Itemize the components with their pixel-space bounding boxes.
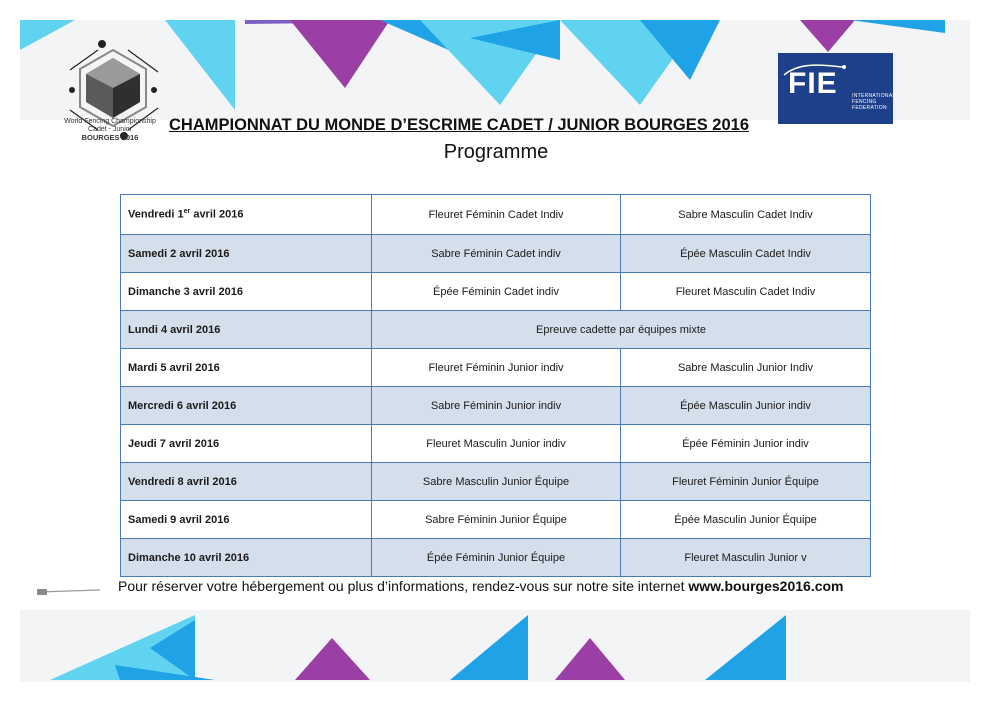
day-cell: Dimanche 10 avril 2016: [121, 539, 372, 577]
event-cell: Fleuret Masculin Junior indiv: [372, 425, 621, 463]
day-cell: Samedi 2 avril 2016: [121, 235, 372, 273]
table-row: [121, 235, 871, 273]
table-row: [121, 311, 871, 349]
event-cell: Sabre Féminin Cadet indiv: [372, 235, 621, 273]
event-cell: Épée Masculin Cadet Indiv: [621, 235, 871, 273]
fie-sub-line-2: FENCING: [852, 99, 877, 105]
day-cell: Lundi 4 avril 2016: [121, 311, 372, 349]
triangle-bottom-6: [555, 638, 625, 680]
fie-logo: [778, 53, 896, 124]
day-label-rest: avril 2016: [190, 208, 244, 221]
event-cell: Sabre Masculin Cadet Indiv: [621, 195, 871, 235]
event-cell: Sabre Féminin Junior indiv: [372, 387, 621, 425]
page-subtitle: Programme: [443, 141, 549, 163]
fie-logo-subtext: [852, 93, 896, 111]
page-title: CHAMPIONNAT DU MONDE D’ESCRIME CADET / JUNIOR BOURGES 2016: [169, 116, 750, 134]
logo-line-1: World Fencing Championship: [64, 118, 156, 125]
event-cell: Fleuret Féminin Cadet Indiv: [372, 195, 621, 235]
day-superscript: er: [183, 208, 191, 216]
event-cell: Sabre Masculin Junior Équipe: [372, 463, 621, 501]
triangle-top-2: [165, 20, 235, 110]
table-row: [121, 501, 871, 539]
day-cell: Mercredi 6 avril 2016: [121, 387, 372, 425]
day-cell: Mardi 5 avril 2016: [121, 349, 372, 387]
table-row: [121, 273, 871, 311]
logo-line-2: Cadet - Junior: [88, 126, 132, 133]
day-label: Vendredi 1: [128, 208, 184, 221]
championship-logo-text: [52, 118, 168, 142]
event-cell: Épée Masculin Junior indiv: [621, 387, 871, 425]
fie-sub-line-1: INTERNATIONAL: [852, 93, 896, 99]
event-cell-merged: Epreuve cadette par équipes mixte: [372, 311, 871, 349]
event-cell: Fleuret Féminin Junior indiv: [372, 349, 621, 387]
day-cell: Vendredi 8 avril 2016: [121, 463, 372, 501]
logo-city: BOURGES 2016: [81, 133, 139, 142]
event-cell: Sabre Féminin Junior Équipe: [372, 501, 621, 539]
day-cell: [121, 195, 372, 235]
triangle-bottom-7: [705, 615, 786, 680]
event-cell: Épée Masculin Junior Équipe: [621, 501, 871, 539]
footer-message: Pour réserver votre hébergement ou plus d’informations, rendez-vous sur notre site internet: [118, 578, 689, 594]
fencer-icon: [34, 580, 104, 598]
event-cell: Épée Féminin Cadet indiv: [372, 273, 621, 311]
table-row: [121, 539, 871, 577]
table-row: [121, 425, 871, 463]
day-cell: Samedi 9 avril 2016: [121, 501, 372, 539]
event-cell: Fleuret Féminin Junior Équipe: [621, 463, 871, 501]
table-row: [121, 387, 871, 425]
schedule-table: [120, 194, 871, 577]
event-cell: Fleuret Masculin Cadet Indiv: [621, 273, 871, 311]
triangle-bottom-5: [450, 615, 528, 680]
day-cell: Dimanche 3 avril 2016: [121, 273, 372, 311]
footer-text: [118, 578, 844, 594]
website-link[interactable]: www.bourges2016.com: [688, 578, 844, 594]
triangle-top-4: [290, 20, 390, 88]
event-cell: Sabre Masculin Junior Indiv: [621, 349, 871, 387]
table-row: [121, 195, 871, 235]
triangle-bottom-4: [295, 638, 370, 680]
triangle-top-10: [800, 20, 855, 52]
event-cell: Épée Féminin Junior Équipe: [372, 539, 621, 577]
fie-logo-mark: FIE: [788, 67, 838, 100]
triangle-top-11: [850, 20, 945, 33]
fie-sub-line-3: FEDERATION: [852, 105, 887, 111]
day-cell: Jeudi 7 avril 2016: [121, 425, 372, 463]
table-row: [121, 463, 871, 501]
event-cell: Fleuret Masculin Junior v: [621, 539, 871, 577]
table-row: [121, 349, 871, 387]
event-cell: Épée Féminin Junior indiv: [621, 425, 871, 463]
